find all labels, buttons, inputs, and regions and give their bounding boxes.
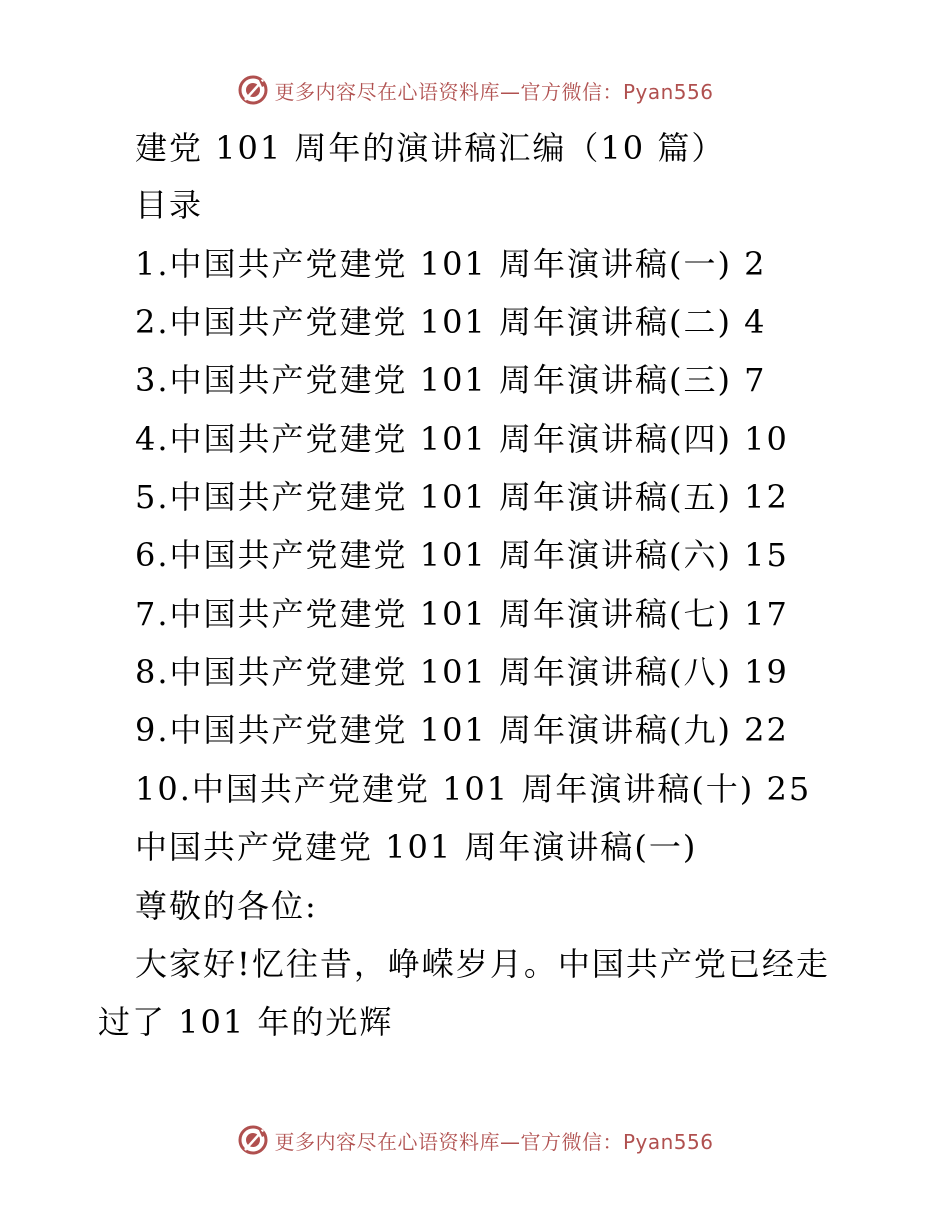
body-paragraph-line: 过了 101 年的光辉	[98, 1003, 394, 1041]
watermark-text: 更多内容尽在心语资料库—官方微信：Pyan556	[274, 1129, 714, 1154]
toc-item: 8.中国共产党建党 101 周年演讲稿(八) 19	[135, 653, 789, 691]
watermark-text: 更多内容尽在心语资料库—官方微信：Pyan556	[274, 79, 714, 104]
toc-item: 6.中国共产党建党 101 周年演讲稿(六) 15	[135, 536, 789, 574]
pen-seal-icon	[236, 1123, 270, 1157]
document-title: 建党 101 周年的演讲稿汇编（10 篇）	[135, 129, 726, 167]
toc-item: 2.中国共产党建党 101 周年演讲稿(二) 4	[135, 303, 767, 341]
section-heading: 中国共产党建党 101 周年演讲稿(一)	[135, 828, 698, 866]
toc-item: 3.中国共产党建党 101 周年演讲稿(三) 7	[135, 361, 767, 399]
header-watermark	[0, 70, 950, 110]
toc-item: 10.中国共产党建党 101 周年演讲稿(十) 25	[135, 770, 812, 808]
toc-item: 9.中国共产党建党 101 周年演讲稿(九) 22	[135, 711, 789, 749]
toc-heading: 目录	[135, 186, 204, 224]
pen-seal-icon	[236, 73, 270, 107]
toc-item: 4.中国共产党建党 101 周年演讲稿(四) 10	[135, 420, 789, 458]
toc-item: 7.中国共产党建党 101 周年演讲稿(七) 17	[135, 595, 789, 633]
body-paragraph-line: 大家好!忆往昔，峥嵘岁月。中国共产党已经走	[135, 945, 830, 983]
toc-item: 1.中国共产党建党 101 周年演讲稿(一) 2	[135, 245, 767, 283]
footer-watermark	[0, 1120, 950, 1160]
salutation: 尊敬的各位:	[135, 887, 318, 925]
toc-item: 5.中国共产党建党 101 周年演讲稿(五) 12	[135, 478, 789, 516]
